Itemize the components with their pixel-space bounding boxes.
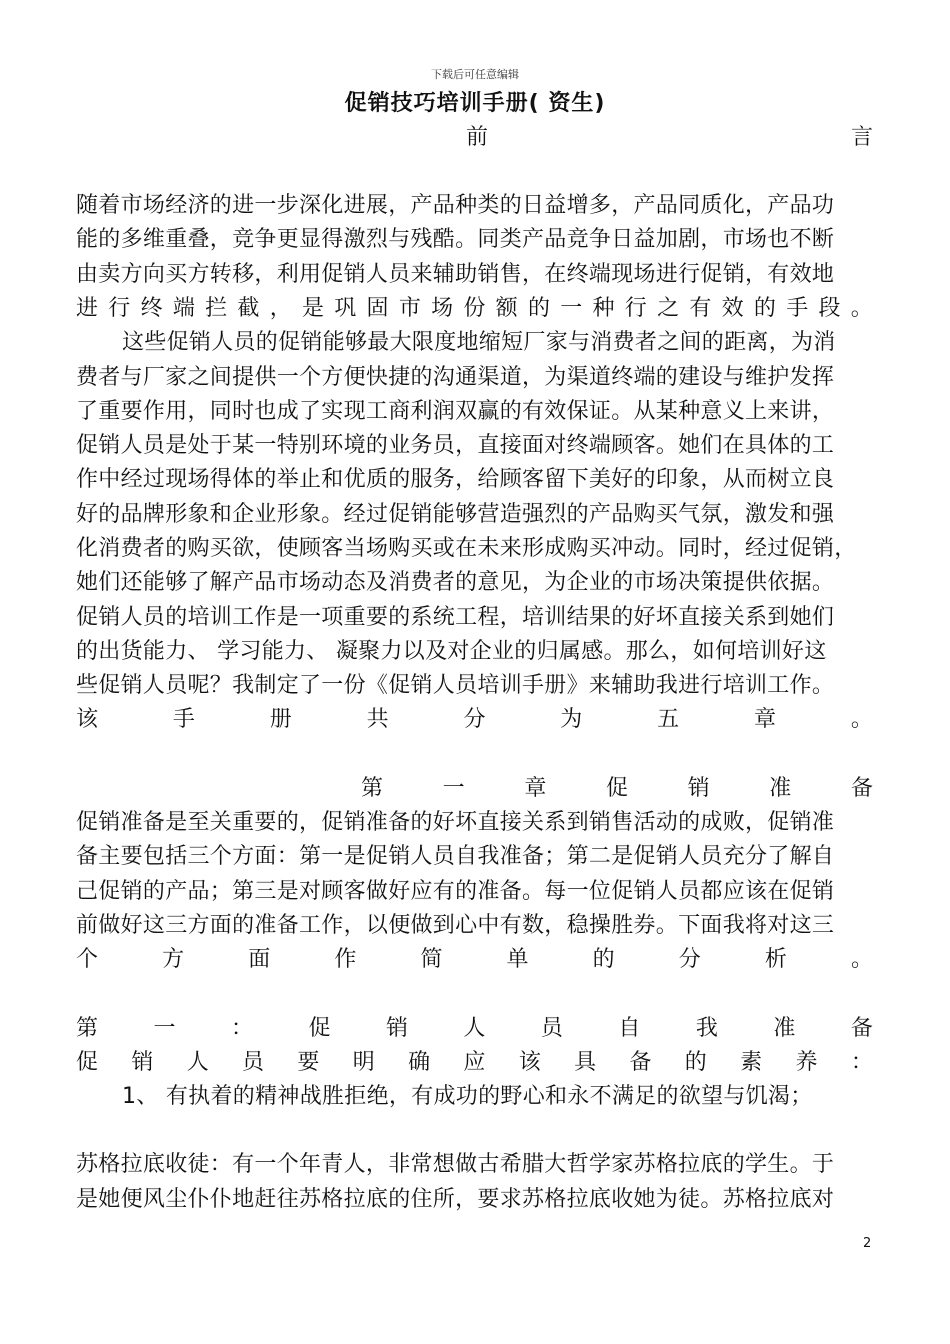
text-line: 她们还能够了解产品市场动态及消费者的意见，为企业的市场决策提供依据。 [76, 570, 835, 595]
line-char: 养 [795, 1050, 818, 1075]
line-char: 销 [131, 1050, 154, 1075]
text-line [76, 291, 873, 322]
text-line: 己促销的产品；第三是对顾客做好应有的准备。每一位促销人员都应该在促销 [76, 879, 835, 904]
line-char: 促 [76, 1050, 99, 1075]
line-char: 一 [560, 296, 583, 321]
line-char: 行 [624, 296, 647, 321]
line-char: 人 [463, 1016, 486, 1041]
line-char: 的 [592, 947, 615, 972]
text-line: 费者与厂家之间提供一个方便快捷的沟通渠道，为渠道终端的建设与维护发挥 [76, 365, 835, 390]
line-char: 面 [248, 947, 271, 972]
page-number: 2 [863, 1236, 872, 1251]
text-line [76, 702, 873, 733]
line-char: 固 [366, 296, 389, 321]
text-line: 些促销人员呢？我制定了一份《促销人员培训手册》来辅助我进行培训工作。 [76, 673, 835, 698]
line-char: 效 [721, 296, 744, 321]
document-title: 促销技巧培训手册( 资生) [344, 91, 606, 116]
line-char: 册 [269, 707, 292, 732]
line-char: 析 [764, 947, 787, 972]
text-line [76, 771, 873, 802]
line-char: 份 [463, 296, 486, 321]
text-line: 备主要包括三个方面：第一是促销人员自我准备；第二是促销人员充分了解自 [76, 844, 835, 869]
line-char: ： [230, 1016, 253, 1041]
line-char: 员 [242, 1050, 265, 1075]
line-char: 截 [237, 296, 260, 321]
line-char: ： [850, 1050, 873, 1075]
line-char: 种 [592, 296, 615, 321]
line-char: 明 [352, 1050, 375, 1075]
line-char: 准 [769, 776, 792, 801]
line-char: 素 [740, 1050, 763, 1075]
line-char: 有 [689, 296, 712, 321]
line-char: 单 [506, 947, 529, 972]
text-line: 的出货能力、 学习能力、 凝聚力以及对企业的归属感。那么，如何培训好这 [76, 639, 827, 664]
line-char: 章 [524, 776, 547, 801]
line-char: 作 [334, 947, 357, 972]
text-line: 能的多维重叠，竞争更显得激烈与残酷。同类产品竞争日益加剧，市场也不断 [76, 227, 835, 252]
text-line: 前做好这三方面的准备工作，以便做到心中有数，稳操胜券。下面我将对这三 [76, 913, 835, 938]
text-line: 促销人员的培训工作是一项重要的系统工程，培训结果的好坏直接关系到她们 [76, 605, 835, 630]
line-char: 应 [463, 1050, 486, 1075]
line-char: 销 [385, 1016, 408, 1041]
line-char: 段 [818, 296, 841, 321]
text-line: 了重要作用，同时也成了实现工商利润双赢的有效保证。从某种意义上来讲， [76, 399, 835, 424]
line-char: 是 [301, 296, 324, 321]
line-char: 场 [431, 296, 454, 321]
line-char: 。 [850, 296, 873, 321]
line-char: 手 [172, 707, 195, 732]
line-char: ， [269, 296, 292, 321]
header-note: 下载后可任意编辑 [431, 68, 519, 81]
line-char: 分 [678, 947, 701, 972]
text-line: 好的品牌形象和企业形象。经过促销能够营造强烈的产品购买气氛，激发和强 [76, 502, 835, 527]
line-char: 我 [695, 1016, 718, 1041]
text-line: 由卖方向买方转移，利用促销人员来辅助销售，在终端现场进行促销，有效地 [76, 262, 835, 287]
line-char: 之 [657, 296, 680, 321]
text-line: 化消费者的购买欲，使顾客当场购买或在未来形成购买冲动。同时，经过促销， [76, 536, 857, 561]
line-char: 备 [850, 776, 873, 801]
line-char: 人 [186, 1050, 209, 1075]
text-line [76, 1011, 873, 1042]
preface-heading: 前 言 [466, 125, 873, 150]
line-char: 分 [463, 707, 486, 732]
text-line: 苏格拉底收徒：有一个年青人，非常想做古希腊大哲学家苏格拉底的学生。于 [76, 1152, 835, 1177]
line-char: 备 [629, 1050, 652, 1075]
line-char: 一 [153, 1016, 176, 1041]
line-char: 手 [786, 296, 809, 321]
line-char: 要 [297, 1050, 320, 1075]
line-char: 。 [850, 947, 873, 972]
line-char: 端 [172, 296, 195, 321]
line-char: 促 [605, 776, 628, 801]
line-char: 方 [162, 947, 185, 972]
line-char: 拦 [205, 296, 228, 321]
line-char: 市 [398, 296, 421, 321]
text-line [76, 942, 873, 973]
line-char: 该 [518, 1050, 541, 1075]
line-char: 促 [308, 1016, 331, 1041]
line-char: 章 [754, 707, 777, 732]
line-char: 的 [527, 296, 550, 321]
line-char: 额 [495, 296, 518, 321]
line-char: 员 [540, 1016, 563, 1041]
line-char: 确 [408, 1050, 431, 1075]
line-char: 为 [560, 707, 583, 732]
line-char: 。 [850, 707, 873, 732]
line-char: 个 [76, 947, 99, 972]
line-char: 第 [361, 776, 384, 801]
line-char: 进 [76, 296, 99, 321]
line-char: 一 [442, 776, 465, 801]
text-line: 1、 有执着的精神战胜拒绝，有成功的野心和永不满足的欲望与饥渴； [122, 1084, 813, 1109]
line-char: 共 [366, 707, 389, 732]
line-char: 销 [687, 776, 710, 801]
line-char: 终 [140, 296, 163, 321]
text-line: 促销准备是至关重要的，促销准备的好坏直接关系到销售活动的成败，促销准 [76, 810, 835, 835]
text-line: 作中经过现场得体的举止和优质的服务，给顾客留下美好的印象，从而树立良 [76, 467, 835, 492]
line-char: 的 [684, 1050, 707, 1075]
line-char: 的 [753, 296, 776, 321]
text-line: 这些促销人员的促销能够最大限度地缩短厂家与消费者之间的距离，为消 [122, 330, 836, 355]
line-char: 五 [657, 707, 680, 732]
line-char: 简 [420, 947, 443, 972]
text-line: 随着市场经济的进一步深化进展，产品种类的日益增多，产品同质化，产品功 [76, 193, 835, 218]
text-line: 是她便风尘仆仆地赶往苏格拉底的住所，要求苏格拉底收她为徒。苏格拉底对 [76, 1187, 835, 1212]
line-char: 第 [76, 1016, 99, 1041]
line-char: 行 [108, 296, 131, 321]
line-char: 备 [850, 1016, 873, 1041]
line-char: 自 [618, 1016, 641, 1041]
text-line: 促销人员是处于某一特别环境的业务员，直接面对终端顾客。她们在具体的工 [76, 433, 835, 458]
line-char: 巩 [334, 296, 357, 321]
line-char: 该 [76, 707, 99, 732]
line-char: 准 [773, 1016, 796, 1041]
line-char: 具 [574, 1050, 597, 1075]
text-line [76, 1045, 873, 1076]
